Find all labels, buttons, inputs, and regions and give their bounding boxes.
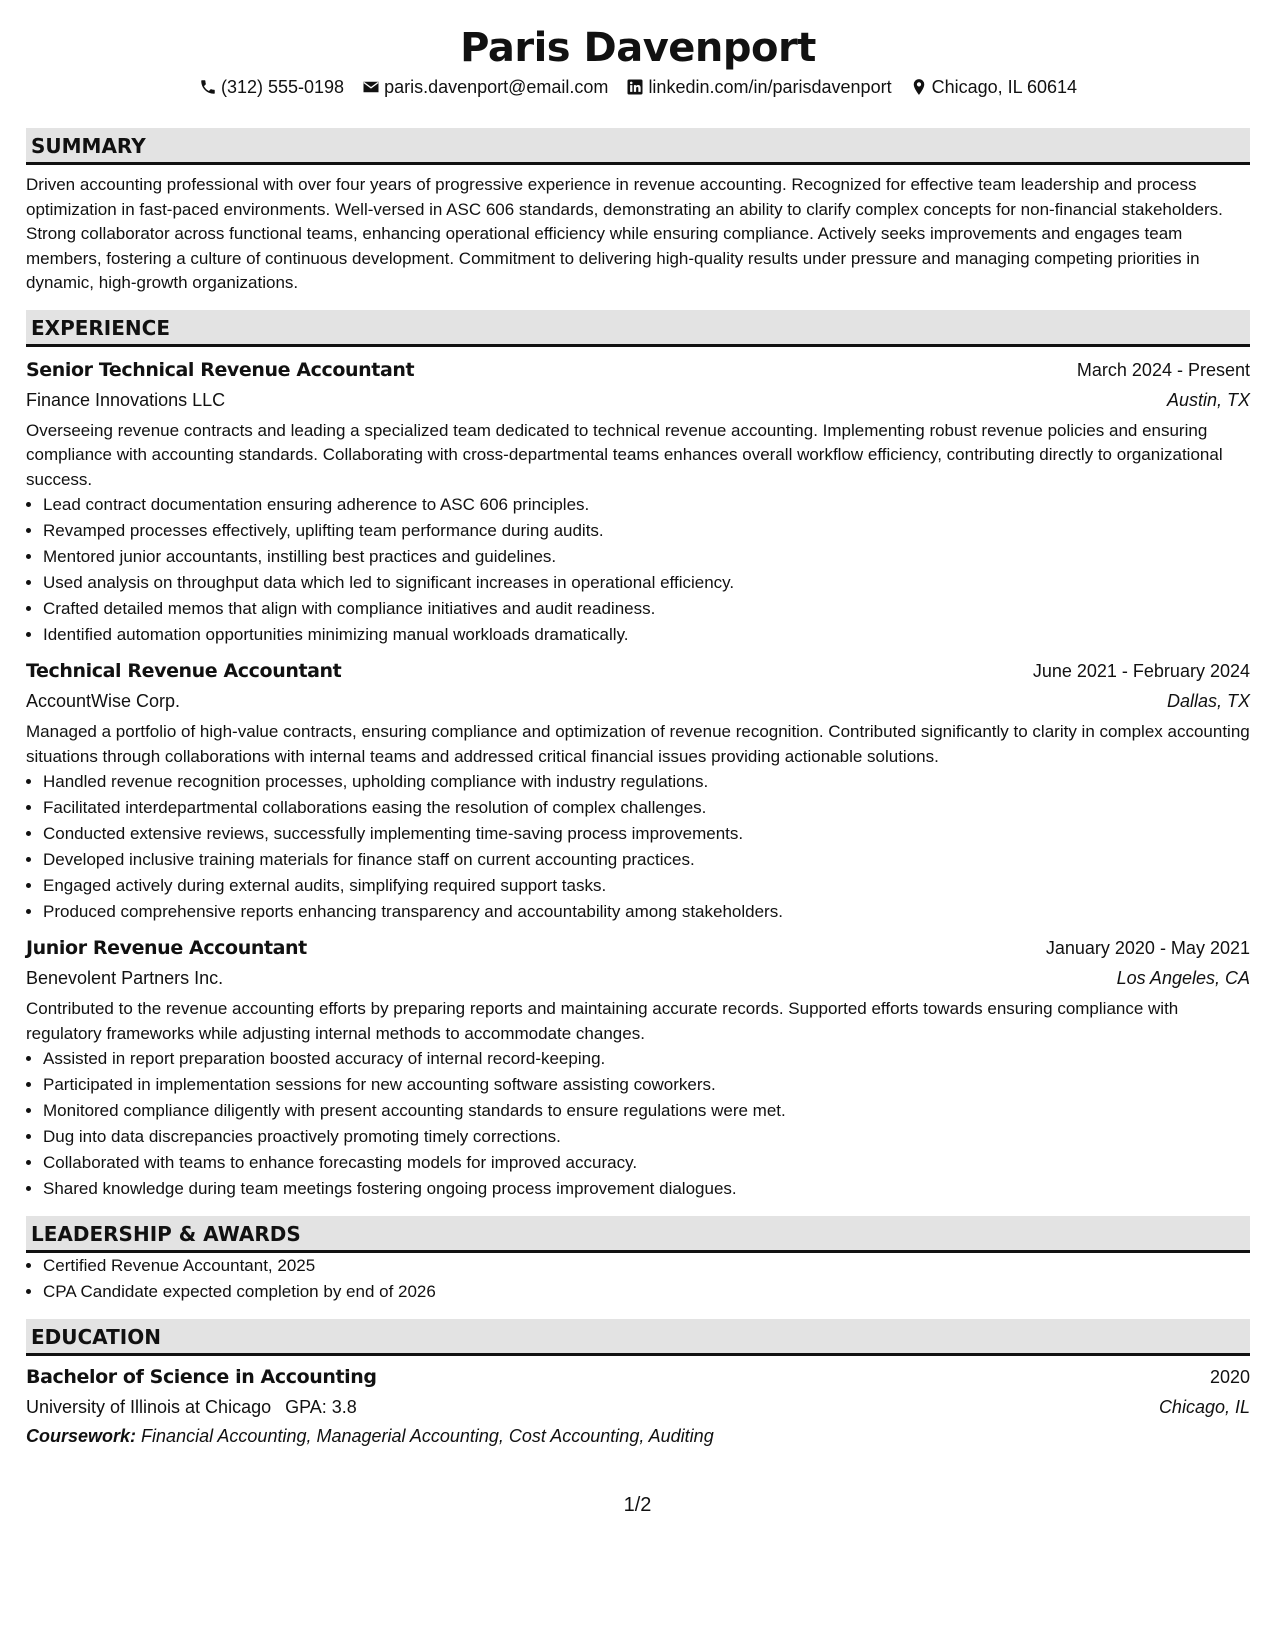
award-item: • Certified Revenue Accountant, 2025 <box>43 1253 1250 1279</box>
job-entry <box>26 933 1250 1202</box>
summary-heading: SUMMARY <box>26 128 1250 165</box>
bullet-item: • Developed inclusive training materials for finance staff on current accounting practices. <box>43 847 1250 873</box>
job-description: Overseeing revenue contracts and leading a specialized team dedicated to technical revenue accounting. Implementing robust revenue policies and ensuring compliance with accounting standards. Collaborating with cross-departmental teams enhances overall workflow efficiency, contributing directly to organizational success. <box>26 420 1223 489</box>
contact-phone[interactable] <box>199 74 344 100</box>
envelope-icon <box>362 78 380 96</box>
bullet-item: • Identified automation opportunities minimizing manual workloads dramatically. <box>43 622 1250 648</box>
bullet-item: • Conducted extensive reviews, successfully implementing time-saving process improvements. <box>43 821 1250 847</box>
email-text: paris.davenport@email.com <box>384 77 609 97</box>
location-text: Chicago, IL 60614 <box>931 77 1078 97</box>
award-item: • CPA Candidate expected completion by end of 2026 <box>43 1279 1250 1305</box>
job-company: Finance Innovations LLC <box>26 389 226 410</box>
resume-page <box>26 22 1250 1450</box>
job-location: Los Angeles, CA <box>1116 968 1250 988</box>
page-number: 1/2 <box>623 1494 652 1516</box>
bullet-item: • Participated in implementation sessions for new accounting software assisting coworkers. <box>43 1072 1250 1098</box>
coursework-label: Coursework: <box>26 1426 137 1446</box>
linkedin-text: linkedin.com/in/parisdavenport <box>648 77 892 97</box>
gpa: GPA: 3.8 <box>285 1397 357 1417</box>
job-dates: March 2024 - Present <box>1076 359 1250 380</box>
bullet-item: • Facilitated interdepartmental collaborations easing the resolution of complex challenges. <box>43 795 1250 821</box>
map-pin-icon <box>910 78 928 96</box>
school-name: University of Illinois at Chicago <box>26 1397 272 1417</box>
job-title: Senior Technical Revenue Accountant <box>26 358 415 381</box>
job-dates: June 2021 - February 2024 <box>1032 661 1250 681</box>
contact-email[interactable] <box>362 74 608 100</box>
graduation-year: 2020 <box>1209 1367 1250 1387</box>
job-location: Dallas, TX <box>1166 691 1250 711</box>
job-bullets <box>26 769 1250 925</box>
bullet-item: • Assisted in report preparation boosted accuracy of internal record-keeping. <box>43 1046 1250 1072</box>
degree-title: Bachelor of Science in Accounting <box>26 1366 377 1388</box>
bullet-item: • Engaged actively during external audits, simplifying required support tasks. <box>43 873 1250 899</box>
bullet-item: • Revamped processes effectively, uplifting team performance during audits. <box>43 518 1250 544</box>
bullet-item: • Handled revenue recognition processes, upholding compliance with industry regulations. <box>43 769 1250 795</box>
bullet-item: • Crafted detailed memos that align with compliance initiatives and audit readiness. <box>43 596 1250 622</box>
contact-bar <box>26 74 1250 100</box>
bullet-item: • Monitored compliance diligently with present accounting standards to ensure regulations were met. <box>43 1098 1250 1124</box>
bullet-item: • Lead contract documentation ensuring adherence to ASC 606 principles. <box>43 492 1250 518</box>
school-line <box>26 1392 357 1422</box>
job-dates: January 2020 - May 2021 <box>1045 938 1250 958</box>
awards-heading: LEADERSHIP & AWARDS <box>26 1216 1250 1253</box>
contact-linkedin[interactable] <box>626 74 891 100</box>
job-bullets <box>26 1046 1250 1202</box>
bullet-item: • Produced comprehensive reports enhancing transparency and accountability among stakeholders. <box>43 899 1250 925</box>
experience-heading: EXPERIENCE <box>26 310 1250 347</box>
job-bullets <box>26 492 1250 648</box>
job-company: Benevolent Partners Inc. <box>26 968 224 988</box>
job-location: Austin, TX <box>1166 389 1250 410</box>
bullet-item: • Dug into data discrepancies proactively promoting timely corrections. <box>43 1124 1250 1150</box>
bullet-item: • Used analysis on throughput data which led to significant increases in operational efficiency. <box>43 570 1250 596</box>
awards-list <box>26 1253 1250 1305</box>
bullet-item: • Shared knowledge during team meetings fostering ongoing process improvement dialogues. <box>43 1176 1250 1202</box>
job-description: Contributed to the revenue accounting efforts by preparing reports and maintaining accurate records. Supported efforts towards ensuring compliance with regulatory frameworks while adjusting internal methods to accommodate changes. <box>26 999 1179 1043</box>
education-heading: EDUCATION <box>26 1319 1250 1356</box>
coursework-line <box>26 1422 1250 1450</box>
job-title: Technical Revenue Accountant <box>26 660 342 682</box>
phone-text: (312) 555-0198 <box>220 77 345 97</box>
bullet-item: • Mentored junior accountants, instilling best practices and guidelines. <box>43 544 1250 570</box>
school-location: Chicago, IL <box>1158 1397 1250 1417</box>
job-entry <box>26 355 1250 649</box>
education-entry <box>26 1362 1250 1450</box>
coursework-list: Financial Accounting, Managerial Accounting, Cost Accounting, Auditing <box>141 1426 714 1446</box>
candidate-name: Paris Davenport <box>460 25 816 71</box>
job-company: AccountWise Corp. <box>26 691 181 711</box>
job-description: Managed a portfolio of high-value contracts, ensuring compliance and optimization of revenue recognition. Contributed significantly to clarity in complex accounting situations through collaborations with internal teams and addressed critical financial issues providing actionable solutions. <box>26 722 1250 766</box>
job-entry <box>26 656 1250 925</box>
phone-icon <box>199 78 217 96</box>
contact-location <box>910 74 1077 100</box>
summary-text: Driven accounting professional with over four years of progressive experience in revenue accounting. Recognized for effective team leadership and process optimization in fast-paced environments. Well-versed in ASC 606 standards, demonstrating an ability to clarify complex concepts for non-financial stakeholders. Strong collaborator across functional teams, enhancing operational efficiency while ensuring compliance. Actively seeks improvements and engages team members, fostering a culture of continuous development. Commitment to delivering high-quality results under pressure and managing competing priorities in dynamic, high-growth organizations. <box>26 175 1223 292</box>
linkedin-icon <box>626 78 644 96</box>
job-title: Junior Revenue Accountant <box>26 937 307 959</box>
bullet-item: • Collaborated with teams to enhance forecasting models for improved accuracy. <box>43 1150 1250 1176</box>
